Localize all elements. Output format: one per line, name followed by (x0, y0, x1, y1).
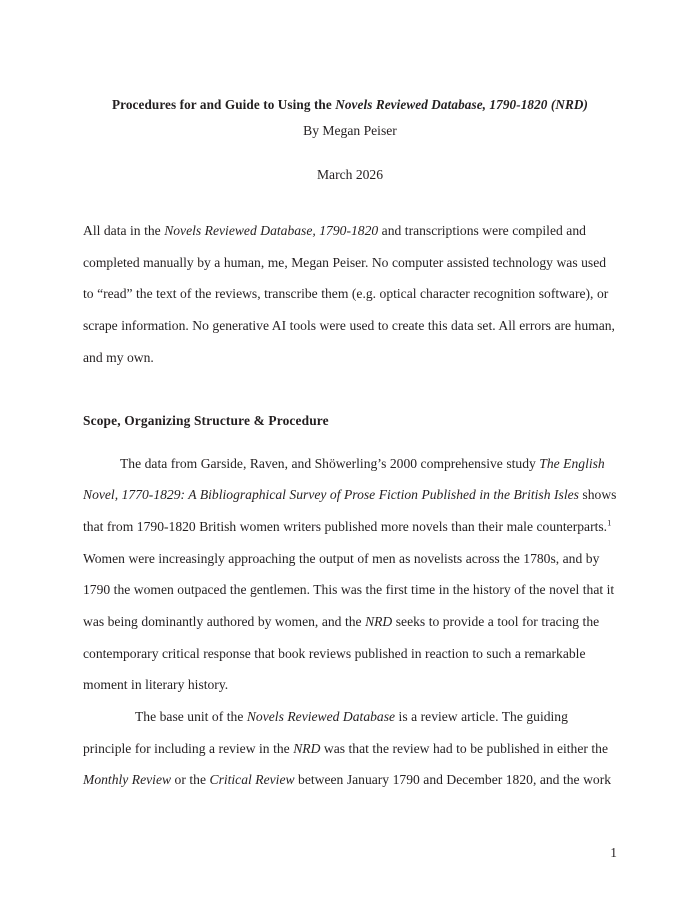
document-date: March 2026 (316, 166, 384, 182)
p2-seg-1: The base unit of the (135, 709, 247, 725)
spacer-after-heading (83, 436, 617, 448)
section-heading: Scope, Organizing Structure & Procedure (83, 413, 329, 429)
p2-seg-3: is a review article. The guiding principle for including a review in the (83, 709, 568, 756)
p1-seg-1: The data from Garside, Raven, and Shöwerling’s 2000 comprehensive study (120, 455, 540, 471)
page-title (83, 96, 617, 114)
p2-italic-critical-review: Critical Review (209, 772, 295, 788)
body-paragraph-1 (83, 448, 617, 701)
page-title-plain: Procedures for and Guide to Using the (111, 97, 336, 112)
footnote-marker: 1 (607, 517, 612, 528)
p1-italic-study-title: The English Novel, 1770-1829: A Bibliographical Survey of Prose Fiction Published in the British Isles (83, 455, 605, 503)
page-number: 1 (610, 845, 617, 860)
p1-seg-6: seeks to provide a tool for tracing the contemporary critical response that book reviews published in reaction to such a remarkable moment in literary history. (83, 614, 600, 693)
p2-seg-9: between January 1790 and December 1820, and the work (294, 772, 612, 788)
intro-seg-1: All data in the (83, 222, 165, 238)
p2-seg-5: was that the review had to be published in either the (320, 740, 609, 756)
page-title-italic: Novels Reviewed Database, 1790-1820 (NRD) (335, 97, 589, 112)
intro-paragraph (83, 215, 617, 373)
byline: By Megan Peiser (303, 122, 397, 138)
p1-seg-3: shows that from 1790-1820 British women writers published more novels than their male counterparts. (83, 487, 617, 535)
intro-italic-title: Novels Reviewed Database, 1790-1820 (164, 222, 379, 238)
p2-seg-7: or the (171, 772, 210, 788)
p2-italic-database: Novels Reviewed Database (246, 709, 396, 725)
p1-italic-nrd: NRD (365, 614, 393, 630)
p1-seg-4: Women were increasingly approaching the output of men as novelists across the 1780s, and by 1790 the women outpaced the gentlemen. This was the first time in the history of the novel that it was being dominantly authored by women, and the (83, 550, 615, 630)
p2-italic-monthly-review: Monthly Review (83, 772, 172, 788)
intro-seg-3: and transcriptions were compiled and completed manually by a human, me, Megan Peiser. No computer assisted technology was used to “read” the text of the reviews, transcribe them (e.g. optical character recognition software), or scrape information. No generative AI tools were used to create this data set. All errors are human, and my own. (83, 222, 615, 365)
spacer-before-heading (83, 373, 617, 406)
document-content (83, 96, 617, 796)
body-paragraph-2 (83, 701, 617, 796)
p2-italic-nrd: NRD (293, 740, 321, 756)
